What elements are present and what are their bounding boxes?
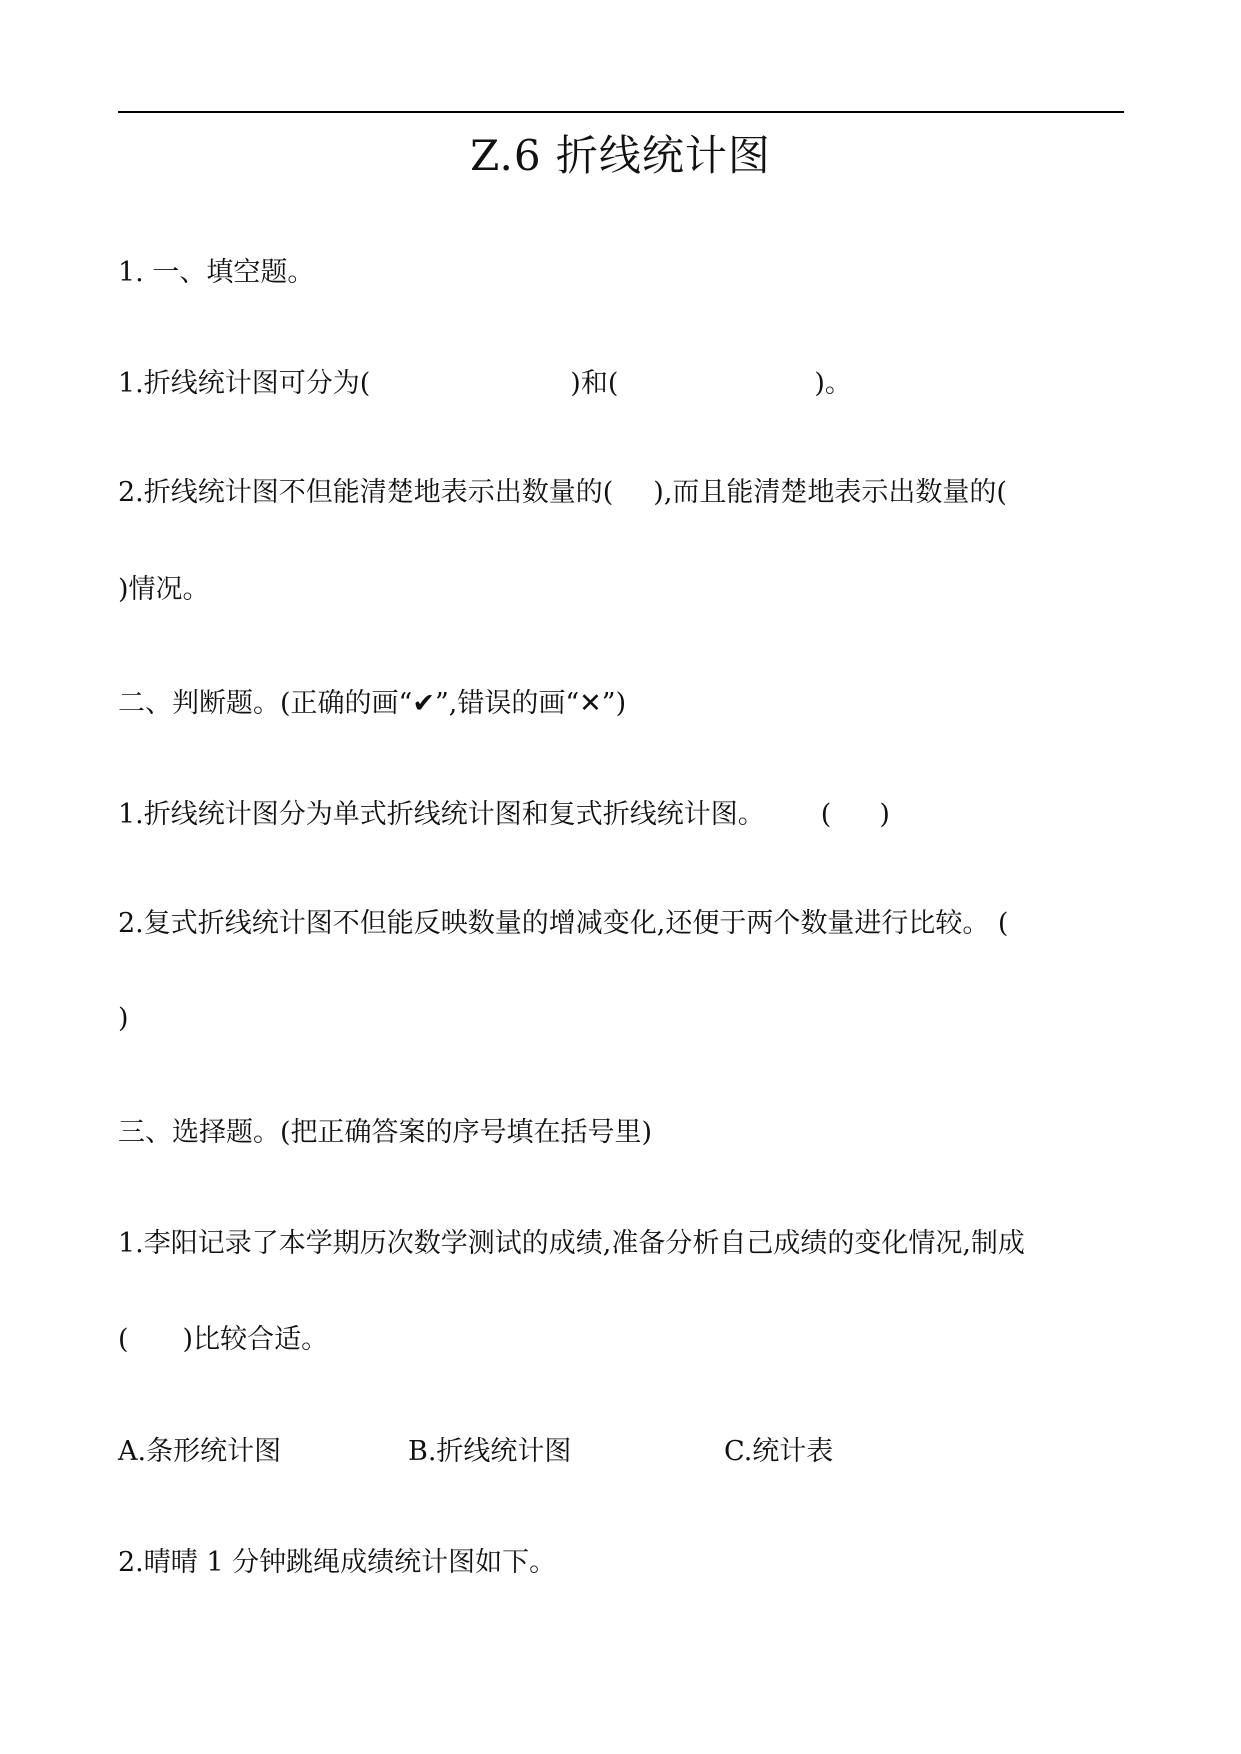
s2q1-blank-open: ( (820, 799, 832, 830)
section1-question2-line1 (118, 473, 1007, 513)
page-title: Z.6 折线统计图 (470, 131, 771, 180)
s1q1-text-c: )。 (814, 368, 852, 399)
section1-question2-line2: )情况。 (118, 574, 210, 605)
section3-heading: 三、选择题。(把正确答案的序号填在括号里) (118, 1117, 653, 1148)
section2-question2-line2: ) (118, 1003, 129, 1034)
section3-question1-line1: 1.李阳记录了本学期历次数学测试的成绩,准备分析自己成绩的变化情况,制成 (118, 1228, 1025, 1259)
s3q1-rest: )比较合适。 (182, 1324, 329, 1355)
s1q2-text-a: 2.折线统计图不但能清楚地表示出数量的( (118, 477, 614, 508)
s2q1-text: 1.折线统计图分为单式折线统计图和复式折线统计图。 (118, 799, 765, 830)
section3-question1-line2 (118, 1320, 328, 1360)
section3-question2: 2.晴晴 1 分钟跳绳成绩统计图如下。 (118, 1547, 557, 1578)
header-rule (118, 111, 1124, 113)
section1-heading: 1. 一、填空题。 (118, 257, 315, 288)
s3q1-option-c: C.统计表 (724, 1436, 834, 1467)
s1q2-text-b: ),而且能清楚地表示出数量的( (653, 477, 1007, 508)
section2-question1 (118, 795, 890, 835)
s1q1-text-b: )和( (570, 368, 619, 399)
s3q1-option-a: A.条形统计图 (118, 1436, 282, 1467)
section1-question1 (118, 364, 852, 404)
s1q1-text-a: 1.折线统计图可分为( (118, 368, 371, 399)
section2-question2-line1: 2.复式折线统计图不但能反映数量的增减变化,还便于两个数量进行比较。 ( (118, 908, 1009, 939)
s2q1-blank-close: ) (879, 799, 890, 830)
s3q1-blank-open: ( (118, 1324, 129, 1355)
s3q1-option-b: B.折线统计图 (408, 1436, 572, 1467)
section2-heading: 二、判断题。(正确的画“✔”,错误的画“✕”) (118, 688, 627, 719)
